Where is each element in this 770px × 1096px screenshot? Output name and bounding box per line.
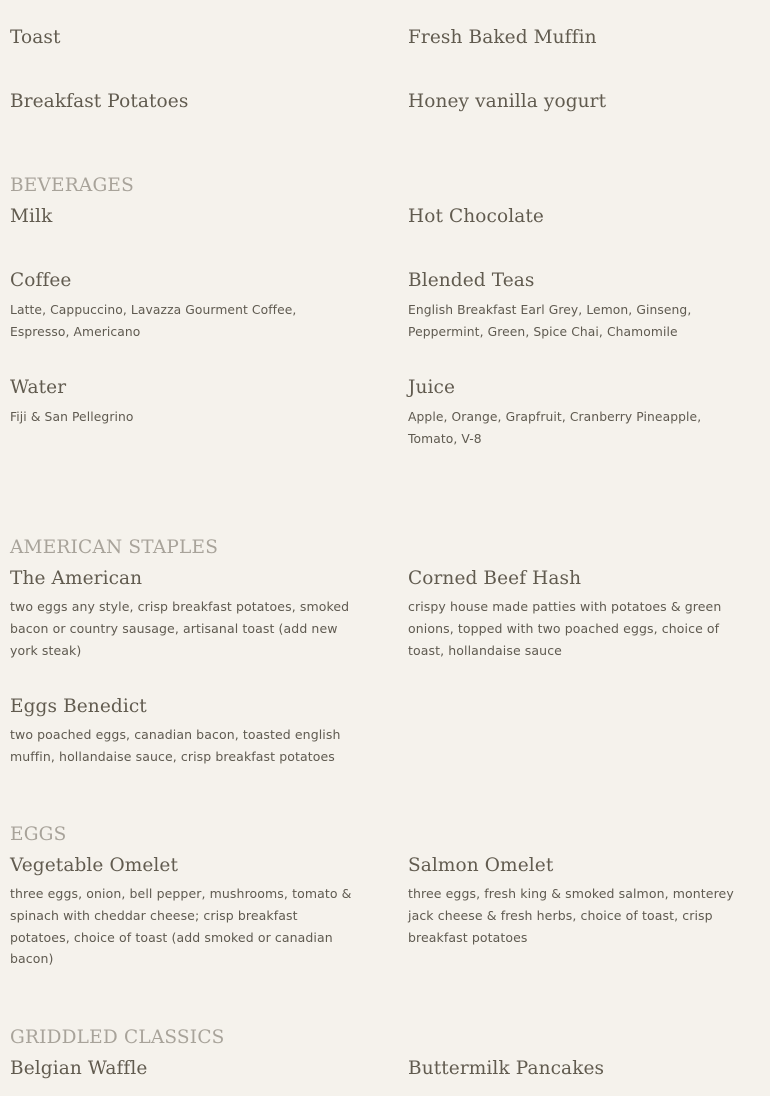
menu-item-name: Milk: [10, 206, 53, 227]
section-heading-american-staples: AMERICAN STAPLES: [10, 537, 219, 558]
menu-item-buttermilk-pancakes: [408, 1057, 738, 1081]
section-heading-eggs: EGGS: [10, 824, 67, 845]
menu-item-name: Blended Teas: [408, 270, 535, 291]
menu-item-name: Coffee: [10, 270, 72, 291]
menu-item-name: Toast: [10, 27, 61, 48]
menu-item-description: Latte, Cappuccino, Lavazza Gourment Coffee, Espresso, Americano: [10, 303, 297, 339]
menu-item-fresh-baked-muffin: [408, 26, 738, 50]
menu-item-blended-teas: [408, 269, 708, 343]
menu-item-coffee: [10, 269, 310, 343]
menu-item-description: two eggs any style, crisp breakfast potatoes, smoked bacon or country sausage, artisanal toast (add new york steak): [10, 599, 350, 658]
menu-item-name: Fresh Baked Muffin: [408, 27, 597, 48]
menu-item-name: Belgian Waffle: [10, 1058, 148, 1079]
menu-item-hot-chocolate: [408, 205, 738, 229]
menu-item-description: Fiji & San Pellegrino: [10, 410, 134, 424]
menu-item-juice: [408, 376, 718, 450]
menu-item-name: Corned Beef Hash: [408, 568, 582, 589]
menu-item-toast: [10, 26, 360, 50]
menu-item-name: Vegetable Omelet: [10, 855, 179, 876]
menu-item-name: Honey vanilla yogurt: [408, 91, 607, 112]
menu-item-salmon-omelet: [408, 854, 738, 948]
menu-item-description: two poached eggs, canadian bacon, toasted english muffin, hollandaise sauce, crisp breakfast potatoes: [10, 727, 341, 764]
menu-item-name: Juice: [408, 377, 456, 398]
menu-item-name: Salmon Omelet: [408, 855, 554, 876]
menu-item-name: The American: [10, 568, 143, 589]
menu-item-water: [10, 376, 310, 429]
menu-item-milk: [10, 205, 360, 229]
menu-item-corned-beef-hash: [408, 567, 738, 661]
section-heading-griddled-classics: GRIDDLED CLASSICS: [10, 1027, 225, 1048]
menu-item-description: three eggs, fresh king & smoked salmon, monterey jack cheese & fresh herbs, choice of toast, crisp breakfast potatoes: [408, 886, 734, 945]
menu-item-description: crispy house made patties with potatoes & green onions, topped with two poached eggs, choice of toast, hollandaise sauce: [408, 599, 722, 658]
menu-item-name: Water: [10, 377, 67, 398]
section-heading-beverages: BEVERAGES: [10, 175, 135, 196]
menu-item-eggs-benedict: [10, 695, 355, 768]
menu-item-the-american: [10, 567, 355, 661]
menu-item-belgian-waffle: [10, 1057, 360, 1081]
menu-item-honey-vanilla-yogurt: [408, 90, 738, 114]
menu-item-name: Hot Chocolate: [408, 206, 544, 227]
menu-item-breakfast-potatoes: [10, 90, 360, 114]
menu-item-description: Apple, Orange, Grapfruit, Cranberry Pineapple, Tomato, V-8: [408, 410, 702, 446]
menu-item-vegetable-omelet: [10, 854, 355, 970]
menu-item-name: Breakfast Potatoes: [10, 91, 189, 112]
menu-item-description: English Breakfast Earl Grey, Lemon, Ginseng, Peppermint, Green, Spice Chai, Chamomile: [408, 303, 692, 339]
menu-item-description: three eggs, onion, bell pepper, mushrooms, tomato & spinach with cheddar cheese; crisp breakfast potatoes, choice of toast (add smoked or canadian bacon): [10, 886, 352, 967]
menu-item-name: Buttermilk Pancakes: [408, 1058, 605, 1079]
menu-item-name: Eggs Benedict: [10, 696, 147, 717]
